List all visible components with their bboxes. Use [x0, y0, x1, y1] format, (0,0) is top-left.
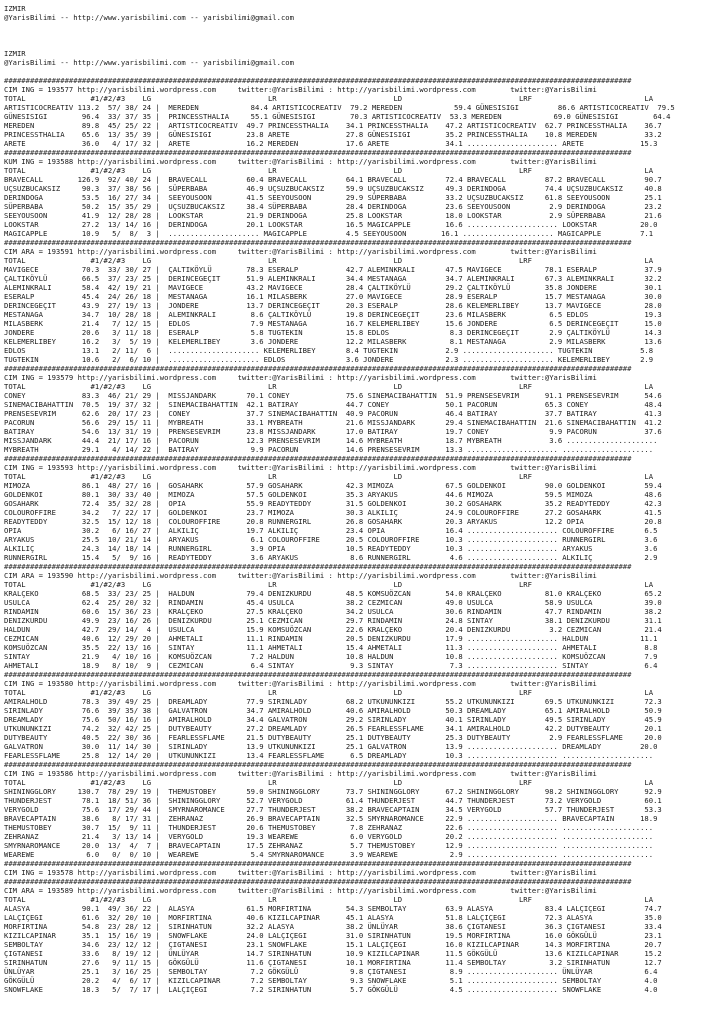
- column-header-line: TOTAL #1/#2/#3 LG LR LD LRF LA: [4, 94, 654, 103]
- text-line: FEARLESSFLAME 25.8 12/ 14/ 20 | UTKUNUNKIZI 13.4 FEARLESSFLAME 6.5 DREAMLADY 10.3 ..................... .....................: [4, 751, 654, 760]
- text-line: MAVIGECE 70.3 33/ 30/ 27 | ÇALTIKÖYLÜ 78.3 ESERALP 42.7 ALEMINKRALI 47.5 MAVIGECE 78.1 ESERALP 37.9: [4, 265, 662, 274]
- text-line: ZEHRANAZ 21.4 3/ 13/ 14 | VERYGOLD 19.3 WEAREWE 6.0 VERYGOLD 20.2 ..................... .....................: [4, 832, 654, 841]
- text-line: BRAVECALL 126.9 92/ 40/ 24 | BRAVECALL 60.4 BRAVECALL 64.1 BRAVECALL 72.4 BRAVECALL 87.2 BRAVECALL 90.7: [4, 175, 662, 184]
- text-line: MAGICAPPLE 10.9 5/ 8/ 3 | ..................... MAGICAPPLE 4.5 SEEYOUSOON 16.1 ..................... MAGICAPPLE 7.1: [4, 229, 654, 238]
- column-header-line: TOTAL #1/#2/#3 LG LR LD LRF LA: [4, 256, 654, 265]
- blank-line: [4, 22, 675, 31]
- column-header-line: TOTAL #1/#2/#3 LG LR LD LRF LA: [4, 688, 654, 697]
- column-header-line: TOTAL #1/#2/#3 LG LR LD LRF LA: [4, 166, 654, 175]
- text-line: @YarisBilimi -- http://www.yarisbilimi.com -- yarisbilimi@gmail.com: [4, 13, 294, 22]
- text-line: WEAREWE 6.0 0/ 0/ 10 | WEAREWE 5.4 SMYRNAROMANCE 3.9 WEAREWE 2.9 ..................... .....................: [4, 850, 654, 859]
- race-header-line: CIM ING = 193577 http://yarisbilimi.wordpress.com twitter:@YarisBilimi : http://yarisbilimi.wordpress.com twitter:@YarisBilimi: [4, 85, 597, 94]
- text-line: MESTANAGA 34.7 10/ 28/ 18 | ALEMINKRALI 8.6 ÇALTIKÖYLÜ 19.8 DERINCEGEÇIT 23.6 MILASBERK 6.5 EDLOS 19.3: [4, 310, 662, 319]
- race-header-line: CIM ING = 193579 http://yarisbilimi.wordpress.com twitter:@YarisBilimi : http://yarisbilimi.wordpress.com twitter:@YarisBilimi: [4, 373, 597, 382]
- text-line: ARETE 36.0 4/ 17/ 32 | ARETE 16.2 MEREDEN 17.6 ARETE 34.1 ..................... ARETE 15.3: [4, 139, 658, 148]
- text-line: GÜNESISIGI 96.4 33/ 37/ 35 | PRINCESSTHALIA 55.1 GÜNESISIGI 70.3 ARTISTICOCREATIV 53.3 MEREDEN 69.0 GÜNESISIGI 64.4: [4, 112, 671, 121]
- text-line: DENIZKURDU 49.9 23/ 16/ 26 | DENIZKURDU 25.1 CEZMICAN 29.7 RINDAMIN 24.8 SINTAY 38.1 DENIZKURDU 31.1: [4, 616, 662, 625]
- separator-line: #################################################################################################################################################: [4, 877, 632, 886]
- text-line: KIZILCAPINAR 35.1 15/ 16/ 19 | SNOWFLAKE 24.0 LALÇIÇEGI 31.0 SIRINHATUN 19.5 MORFIRTINA 16.0 GÖKGÜLÜ 23.1: [4, 931, 662, 940]
- text-line: DREAMLADY 75.6 50/ 16/ 16 | AMIRALHOLD 34.4 GALVATRON 29.2 SIRINLADY 40.1 SIRINLADY 49.5 SIRINLADY 45.9: [4, 715, 662, 724]
- text-line: GOSAHARK 72.4 35/ 32/ 28 | OPIA 55.9 READYTEDDY 31.5 GOLDENKOI 30.2 GOSAHARK 35.2 READYTEDDY 42.3: [4, 499, 662, 508]
- column-header-line: TOTAL #1/#2/#3 LG LR LD LRF LA: [4, 382, 654, 391]
- text-line: SIRINLADY 76.6 39/ 35/ 38 | GALVATRON 34.7 AMIRALHOLD 40.6 AMIRALHOLD 50.3 DREAMLADY 65.1 AMIRALHOLD 50.9: [4, 706, 662, 715]
- text-line: MISSJANDARK 44.4 21/ 17/ 16 | PACORUN 12.3 PRENSESEVRIM 14.6 MYBREATH 18.7 MYBREATH 3.6 .....................: [4, 436, 658, 445]
- text-line: ALASYA 90.1 49/ 36/ 22 | ALASYA 61.5 MORFIRTINA 54.3 SEMBOLTAY 63.9 ALASYA 83.4 LALÇIÇEGI 74.7: [4, 904, 662, 913]
- text-line: IZMIR: [4, 49, 26, 58]
- separator-line: #################################################################################################################################################: [4, 859, 632, 868]
- text-line: MORFIRTINA 54.8 23/ 28/ 12 | SIRINHATUN 32.2 ALASYA 38.2 ÜNLÜYAR 38.6 ÇIGTANESI 36.3 ÇIGTANESI 33.4: [4, 922, 662, 931]
- text-line: PRENSESEVRIM 62.6 20/ 17/ 23 | CONEY 37.7 SINEMACIBAHATTIN 40.9 PACORUN 46.4 BATIRAY 37.7 BATIRAY 41.3: [4, 409, 662, 418]
- text-line: UTKUNUNKIZI 74.2 32/ 42/ 25 | DUTYBEAUTY 27.2 DREAMLADY 26.5 FEARLESSFLAME 34.1 AMIRALHOLD 42.2 DUTYBEAUTY 20.1: [4, 724, 662, 733]
- text-line: DERINCEGEÇIT 43.9 27/ 19/ 13 | JONDERE 13.7 DERINCEGEÇIT 20.3 ESERALP 28.6 KELEMERLIBEY 13.7 MAVIGECE 28.0: [4, 301, 662, 310]
- separator-line: #################################################################################################################################################: [4, 76, 632, 85]
- text-line: OPIA 30.2 6/ 16/ 27 | ALKILIÇ 19.7 ALKILIÇ 23.4 OPIA 16.4 ..................... COLOUROFFIRE 6.5: [4, 526, 658, 535]
- text-line: BRAVECAPTAIN 38.6 8/ 17/ 31 | ZEHRANAZ 26.9 BRAVECAPTAIN 32.5 SMYRNAROMANCE 22.9 ..................... BRAVECAPTAIN 18.9: [4, 814, 658, 823]
- column-header-line: TOTAL #1/#2/#3 LG LR LD LRF LA: [4, 778, 654, 787]
- text-line: CEZMICAN 40.6 12/ 29/ 20 | AHMETALI 11.1 RINDAMIN 20.5 DENIZKURDU 17.9 ..................... HALDUN 11.1: [4, 634, 658, 643]
- results-document: [4, 4, 675, 994]
- separator-line: #################################################################################################################################################: [4, 454, 632, 463]
- text-line: READYTEDDY 32.5 15/ 12/ 18 | COLOUROFFIRE 20.8 RUNNERGIRL 26.8 GOSAHARK 20.3 ARYAKUS 12.2 OPIA 20.8: [4, 517, 662, 526]
- text-line: LALÇIÇEGI 61.6 32/ 20/ 10 | MORFIRTINA 40.6 KIZILCAPINAR 45.1 ALASYA 51.8 LALÇIÇEGI 72.3 ALASYA 35.0: [4, 913, 662, 922]
- text-line: AHMETALI 18.9 8/ 10/ 9 | CEZMICAN 6.4 SINTAY 9.3 SINTAY 7.3 ..................... SINTAY 6.4: [4, 661, 658, 670]
- text-line: ALEMINKRALI 58.4 42/ 19/ 21 | MAVIGECE 43.2 MAVIGECE 28.4 ÇALTIKÖYLÜ 29.2 ÇALTIKÖYLÜ 35.8 JONDERE 30.1: [4, 283, 662, 292]
- text-line: THEMUSTOBEY 30.7 15/ 9/ 11 | THUNDERJEST 20.6 THEMUSTOBEY 7.8 ZEHRANAZ 22.6 ..................... .....................: [4, 823, 654, 832]
- text-line: UÇSUZBUCAKSIZ 90.3 37/ 38/ 56 | SÜPERBABA 46.9 UÇSUZBUCAKSIZ 59.9 UÇSUZBUCAKSIZ 49.3 DERINDOGA 74.4 UÇSUZBUCAKSIZ 40.8: [4, 184, 662, 193]
- blank-line: [4, 40, 675, 49]
- race-header-line: CIM ING = 193580 http://yarisbilimi.wordpress.com twitter:@YarisBilimi : http://yarisbilimi.wordpress.com twitter:@YarisBilimi: [4, 679, 597, 688]
- text-line: PRINCESSTHALIA 65.6 13/ 35/ 39 | GÜNESISIGI 23.8 ARETE 27.8 GÜNESISIGI 35.2 PRINCESSTHALIA 10.8 MEREDEN 33.2: [4, 130, 662, 139]
- column-header-line: TOTAL #1/#2/#3 LG LR LD LRF LA: [4, 895, 654, 904]
- race-header-line: KUM ING = 193588 http://yarisbilimi.wordpress.com twitter:@YarisBilimi : http://yarisbilimi.wordpress.com twitter:@YarisBilimi: [4, 157, 597, 166]
- race-header-line: CIM ING = 193578 http://yarisbilimi.wordpress.com twitter:@YarisBilimi : http://yarisbilimi.wordpress.com twitter:@YarisBilimi: [4, 868, 597, 877]
- text-line: JONDERE 20.6 3/ 11/ 18 | ESERALP 5.8 TUGTEKIN 15.8 EDLOS 8.3 DERINCEGEÇIT 2.9 ÇALTIKÖYLÜ 14.3: [4, 328, 662, 337]
- text-line: ALKILIÇ 24.3 14/ 18/ 14 | RUNNERGIRL 3.9 OPIA 10.5 READYTEDDY 10.3 ..................... ARYAKUS 3.6: [4, 544, 658, 553]
- text-line: SEMBOLTAY 34.6 23/ 12/ 12 | ÇIGTANESI 23.1 SNOWFLAKE 15.1 LALÇIÇEGI 16.0 KIZILCAPINAR 14.3 MORFIRTINA 20.7: [4, 940, 662, 949]
- text-line: MIMOZA 86.1 48/ 27/ 16 | GOSAHARK 57.9 GOSAHARK 42.3 MIMOZA 67.5 GOLDENKOI 90.0 GOLDENKOI 59.4: [4, 481, 662, 490]
- text-line: PACORUN 56.6 29/ 15/ 11 | MYBREATH 33.1 MYBREATH 21.6 MISSJANDARK 29.4 SINEMACIBAHATTIN 21.6 SINEMACIBAHATTIN 41.2: [4, 418, 662, 427]
- separator-line: #################################################################################################################################################: [4, 364, 632, 373]
- blank-line: [4, 67, 675, 76]
- column-header-line: TOTAL #1/#2/#3 LG LR LD LRF LA: [4, 472, 654, 481]
- text-line: AMIRALHOLD 78.3 39/ 49/ 25 | DREAMLADY 77.9 SIRINLADY 68.2 UTKUNUNKIZI 55.2 UTKUNUNKIZI 69.5 UTKUNUNKIZI 72.3: [4, 697, 662, 706]
- text-line: SEEYOUSOON 41.9 12/ 28/ 28 | LOOKSTAR 21.9 DERINDOGA 25.8 LOOKSTAR 18.0 LOOKSTAR 2.9 SÜPERBABA 21.6: [4, 211, 662, 220]
- text-line: DERINDOGA 53.5 16/ 27/ 34 | SEEYOUSOON 41.5 SEEYOUSOON 29.9 SÜPERBABA 33.2 UÇSUZBUCAKSIZ 61.8 SEEYOUSOON 25.1: [4, 193, 662, 202]
- text-line: MEREDEN 89.8 45/ 25/ 22 | ARTISTICOCREATIV 49.7 PRINCESSTHALIA 34.1 PRINCESSTHALIA 47.2 ARTISTICOCREATIV 62.7 PRINCESSTHALIA 36.7: [4, 121, 662, 130]
- text-line: ÇALTIKÖYLÜ 66.5 37/ 23/ 25 | DERINCEGEÇIT 51.9 ALEMINKRALI 34.4 MESTANAGA 34.7 ALEMINKRALI 67.3 ALEMINKRALI 32.2: [4, 274, 662, 283]
- text-line: EDLOS 13.1 2/ 11/ 6 | ..................... KELEMERLIBEY 8.4 TUGTEKIN 2.9 ..................... TUGTEKIN 5.8: [4, 346, 654, 355]
- text-line: HALDUN 42.7 29/ 14/ 4 | USULCA 15.9 KOMSUÖZCAN 22.6 KRALÇEKO 20.4 DENIZKURDU 3.2 CEZMICAN 21.4: [4, 625, 662, 634]
- text-line: GALVATRON 30.0 11/ 14/ 30 | SIRINLADY 13.9 UTKUNUNKIZI 25.1 GALVATRON 13.9 ..................... DREAMLADY 20.0: [4, 742, 658, 751]
- text-line: VERYGOLD 75.6 17/ 29/ 44 | SMYRNAROMANCE 27.7 THUNDERJEST 38.2 BRAVECAPTAIN 34.5 VERYGOLD 57.7 THUNDERJEST 53.3: [4, 805, 662, 814]
- text-line: TUGTEKIN 10.6 2/ 6/ 10 | ..................... EDLOS 3.6 JONDERE 2.3 ..................... KELEMERLIBEY 2.9: [4, 355, 654, 364]
- text-line: SNOWFLAKE 18.3 5/ 7/ 17 | LALÇIÇEGI 7.2 SIRINHATUN 5.7 GÖKGÜLÜ 4.5 ..................... SNOWFLAKE 4.0: [4, 985, 658, 994]
- text-line: SHININGGLORY 130.7 78/ 29/ 19 | THEMUSTOBEY 59.0 SHININGGLORY 73.7 SHININGGLORY 67.2 SHININGGLORY 98.2 SHININGGLORY 92.9: [4, 787, 662, 796]
- separator-line: #################################################################################################################################################: [4, 562, 632, 571]
- text-line: KRALÇEKO 68.5 33/ 23/ 25 | HALDUN 79.4 DENIZKURDU 48.5 KOMSUÖZCAN 54.0 KRALÇEKO 81.0 KRALÇEKO 65.2: [4, 589, 662, 598]
- separator-line: #################################################################################################################################################: [4, 670, 632, 679]
- text-line: MYBREATH 29.1 4/ 14/ 22 | BATIRAY 9.9 PACORUN 14.6 PRENSESEVRIM 13.3 ..................... .....................: [4, 445, 654, 454]
- text-line: ÜNLÜYAR 25.1 3/ 16/ 25 | SEMBOLTAY 7.2 GÖKGÜLÜ 9.8 ÇIGTANESI 8.9 ..................... ÜNLÜYAR 6.4: [4, 967, 658, 976]
- text-line: @YarisBilimi -- http://www.yarisbilimi.com -- yarisbilimi@gmail.com: [4, 58, 294, 67]
- text-line: SINTAY 21.9 4/ 10/ 16 | KOMSUÖZCAN 7.2 HALDUN 10.8 HALDUN 10.8 ..................... KOMSUÖZCAN 7.9: [4, 652, 658, 661]
- text-line: IZMIR: [4, 4, 26, 13]
- text-line: CONEY 83.3 46/ 21/ 29 | MISSJANDARK 70.1 CONEY 75.6 SINEMACIBAHATTIN 51.9 PRENSESEVRIM 91.1 PRENSESEVRIM 54.6: [4, 391, 662, 400]
- race-header-line: CIM ARA = 193591 http://yarisbilimi.wordpress.com twitter:@YarisBilimi : http://yarisbilimi.wordpress.com twitter:@YarisBilimi: [4, 247, 597, 256]
- text-line: ÇIGTANESI 33.6 8/ 19/ 12 | ÜNLÜYAR 14.7 SIRINHATUN 10.9 KIZILCAPINAR 11.5 GÖKGÜLÜ 13.6 KIZILCAPINAR 15.2: [4, 949, 662, 958]
- text-line: KOMSUÖZCAN 35.5 22/ 13/ 16 | SINTAY 11.1 AHMETALI 15.4 AHMETALI 11.3 ..................... AHMETALI 8.8: [4, 643, 658, 652]
- text-line: ESERALP 45.4 24/ 26/ 18 | MESTANAGA 16.1 MILASBERK 27.0 MAVIGECE 28.9 ESERALP 15.7 MESTANAGA 30.0: [4, 292, 662, 301]
- text-line: GÖKGÜLÜ 20.2 4/ 6/ 17 | KIZILCAPINAR 7.2 SEMBOLTAY 9.3 SNOWFLAKE 5.1 ..................... SEMBOLTAY 4.0: [4, 976, 658, 985]
- text-line: DUTYBEAUTY 40.5 22/ 30/ 36 | FEARLESSFLAME 21.5 DUTYBEAUTY 25.1 DUTYBEAUTY 25.3 DUTYBEAUTY 2.9 FEARLESSFLAME 20.0: [4, 733, 662, 742]
- text-line: COLOUROFFIRE 34.2 7/ 22/ 17 | GOLDENKOI 23.7 MIMOZA 30.3 ALKILIÇ 24.9 COLOUROFFIRE 27.2 GOSAHARK 41.5: [4, 508, 662, 517]
- column-header-line: TOTAL #1/#2/#3 LG LR LD LRF LA: [4, 580, 654, 589]
- race-header-line: CIM ARA = 193589 http://yarisbilimi.wordpress.com twitter:@YarisBilimi : http://yarisbilimi.wordpress.com twitter:@YarisBilimi: [4, 886, 597, 895]
- text-line: BATIRAY 54.6 13/ 31/ 19 | PRENSESEVRIM 23.8 MISSJANDARK 17.0 BATIRAY 19.7 CONEY 9.9 PACORUN 37.6: [4, 427, 662, 436]
- text-line: SINEMACIBAHATTIN 70.5 19/ 37/ 32 | SINEMACIBAHATTIN 42.1 BATIRAY 44.7 CONEY 50.1 PACORUN 65.3 CONEY 48.4: [4, 400, 662, 409]
- race-header-line: CIM ING = 193586 http://yarisbilimi.wordpress.com twitter:@YarisBilimi : http://yarisbilimi.wordpress.com twitter:@YarisBilimi: [4, 769, 597, 778]
- race-header-line: CIM ING = 193593 http://yarisbilimi.wordpress.com twitter:@YarisBilimi : http://yarisbilimi.wordpress.com twitter:@YarisBilimi: [4, 463, 597, 472]
- text-line: MILASBERK 21.4 7/ 12/ 15 | EDLOS 7.9 MESTANAGA 16.7 KELEMERLIBEY 15.6 JONDERE 6.5 DERINCEGEÇIT 15.0: [4, 319, 662, 328]
- text-line: ARYAKUS 25.5 10/ 21/ 14 | ARYAKUS 6.1 COLOUROFFIRE 20.5 COLOUROFFIRE 10.3 ..................... RUNNERGIRL 3.6: [4, 535, 658, 544]
- text-line: GOLDENKOI 80.1 30/ 33/ 40 | MIMOZA 57.5 GOLDENKOI 35.3 ARYAKUS 44.6 MIMOZA 59.5 MIMOZA 48.6: [4, 490, 662, 499]
- text-line: RINDAMIN 60.6 15/ 36/ 23 | KRALÇEKO 27.5 KRALÇEKO 34.2 USULCA 30.6 RINDAMIN 47.7 RINDAMIN 38.2: [4, 607, 662, 616]
- text-line: THUNDERJEST 78.1 18/ 51/ 36 | SHININGGLORY 52.7 VERYGOLD 61.4 THUNDERJEST 44.7 THUNDERJEST 73.2 VERYGOLD 60.1: [4, 796, 662, 805]
- blank-line: [4, 31, 675, 40]
- text-line: RUNNERGIRL 15.4 5/ 9/ 16 | READYTEDDY 3.6 ARYAKUS 8.6 RUNNERGIRL 4.6 ..................... ALKILIÇ 2.9: [4, 553, 658, 562]
- text-line: SIRINHATUN 27.6 9/ 11/ 15 | GÖKGÜLÜ 11.6 ÇIGTANESI 10.1 MORFIRTINA 11.4 SEMBOLTAY 3.2 SIRINHATUN 12.7: [4, 958, 662, 967]
- separator-line: #################################################################################################################################################: [4, 148, 632, 157]
- separator-line: #################################################################################################################################################: [4, 760, 632, 769]
- text-line: KELEMERLIBEY 16.2 3/ 5/ 19 | KELEMERLIBEY 3.6 JONDERE 12.2 MILASBERK 8.1 MESTANAGA 2.9 MILASBERK 13.6: [4, 337, 662, 346]
- race-header-line: CIM ARA = 193590 http://yarisbilimi.wordpress.com twitter:@YarisBilimi : http://yarisbilimi.wordpress.com twitter:@YarisBilimi: [4, 571, 597, 580]
- text-line: ARTISTICOCREATIV 113.2 57/ 38/ 24 | MEREDEN 84.4 ARTISTICOCREATIV 79.2 MEREDEN 59.4 GÜNESISIGI 86.6 ARTISTICOCREATIV 79.5: [4, 103, 675, 112]
- text-line: USULCA 62.4 25/ 20/ 32 | RINDAMIN 45.4 USULCA 38.2 CEZMICAN 49.0 USULCA 58.9 USULCA 39.0: [4, 598, 662, 607]
- text-line: SÜPERBABA 50.2 15/ 35/ 29 | UÇSUZBUCAKSIZ 38.4 SÜPERBABA 28.4 DERINDOGA 23.6 SEEYOUSOON 2.9 DERINDOGA 23.2: [4, 202, 662, 211]
- text-line: SMYRNAROMANCE 20.0 13/ 4/ 7 | BRAVECAPTAIN 17.5 ZEHRANAZ 5.7 THEMUSTOBEY 12.9 ..................... .....................: [4, 841, 654, 850]
- text-line: LOOKSTAR 27.2 13/ 14/ 16 | DERINDOGA 20.1 LOOKSTAR 16.5 MAGICAPPLE 16.6 ..................... LOOKSTAR 20.0: [4, 220, 658, 229]
- separator-line: #################################################################################################################################################: [4, 238, 632, 247]
